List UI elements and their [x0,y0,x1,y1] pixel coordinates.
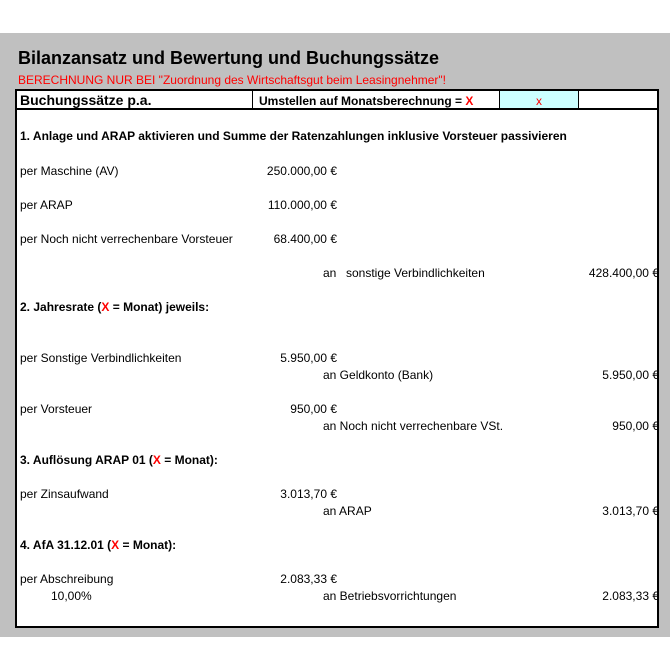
section2-row1-label: per Sonstige Verbindlichkeiten [20,351,182,365]
empty-cell[interactable] [579,91,657,108]
section2-row2-credit-label: an Noch nicht verrechenbare VSt. [323,419,504,433]
section1-row3-label: per Noch nicht verrechenbare Vorsteuer [20,232,233,246]
section1-row2-amount: 110.000,00 € [267,198,337,212]
section4-credit-label: an Betriebsvorrichtungen [323,589,457,603]
monthly-switch-label [253,91,500,108]
section2-row1-credit-label: an Geldkonto (Bank) [323,368,434,382]
section2-title-pre: 2. Jahresrate ( [20,300,102,314]
section1-title: 1. Anlage und ARAP aktivieren und Summe der Ratenzahlungen inklusive Vorsteuer passivieren [20,129,567,143]
section2-title-post: = Monat) jeweils: [109,300,210,314]
section3-title [20,453,218,467]
section4-title [20,538,176,552]
section4-row-label: per Abschreibung [20,572,114,586]
section1-row3-amount: 68.400,00 € [273,232,337,246]
monthly-switch-input[interactable]: x [500,91,579,108]
section1-credit-amount: 428.400,00 € [588,266,659,280]
section2-row2-amount: 950,00 € [290,402,337,416]
monthly-switch-text: Umstellen auf Monatsberechnung = [259,94,466,108]
bookings-table [15,110,659,628]
header-row [15,89,659,110]
section2-row1-amount: 5.950,00 € [280,351,337,365]
section4-title-pre: 4. AfA 31.12.01 ( [20,538,112,552]
section3-title-marker: X [152,453,161,467]
section4-rate: 10,00% [51,589,92,603]
monthly-switch-marker: X [465,94,474,108]
section1-row2-label: per ARAP [20,198,73,212]
section2-row1-credit-amount: 5.950,00 € [602,368,659,382]
section3-row-label: per Zinsaufwand [20,487,109,501]
section2-row2-credit-amount: 950,00 € [612,419,659,433]
section4-title-marker: X [111,538,120,552]
section2-title [20,300,209,314]
section3-title-post: = Monat): [160,453,218,467]
section3-row-amount: 3.013,70 € [280,487,337,501]
warning-text: BERECHNUNG NUR BEI "Zuordnung des Wirtschaftsgut beim Leasingnehmer"! [18,73,447,87]
page-title: Bilanzansatz und Bewertung und Buchungssätze [18,48,440,68]
section1-row1-amount: 250.000,00 € [266,164,337,178]
section4-title-post: = Monat): [119,538,177,552]
section1-row1-label: per Maschine (AV) [20,164,119,178]
section2-title-marker: X [101,300,110,314]
section2-row2-label: per Vorsteuer [20,402,93,416]
section3-credit-label: an ARAP [323,504,372,518]
header-label: Buchungssätze p.a. [17,91,253,108]
section1-credit-prefix: an [323,266,337,280]
section3-title-pre: 3. Auflösung ARAP 01 ( [20,453,153,467]
section4-row-amount: 2.083,33 € [280,572,337,586]
section3-credit-amount: 3.013,70 € [602,504,659,518]
section4-credit-amount: 2.083,33 € [602,589,659,603]
section1-credit-label: sonstige Verbindlichkeiten [346,266,485,280]
